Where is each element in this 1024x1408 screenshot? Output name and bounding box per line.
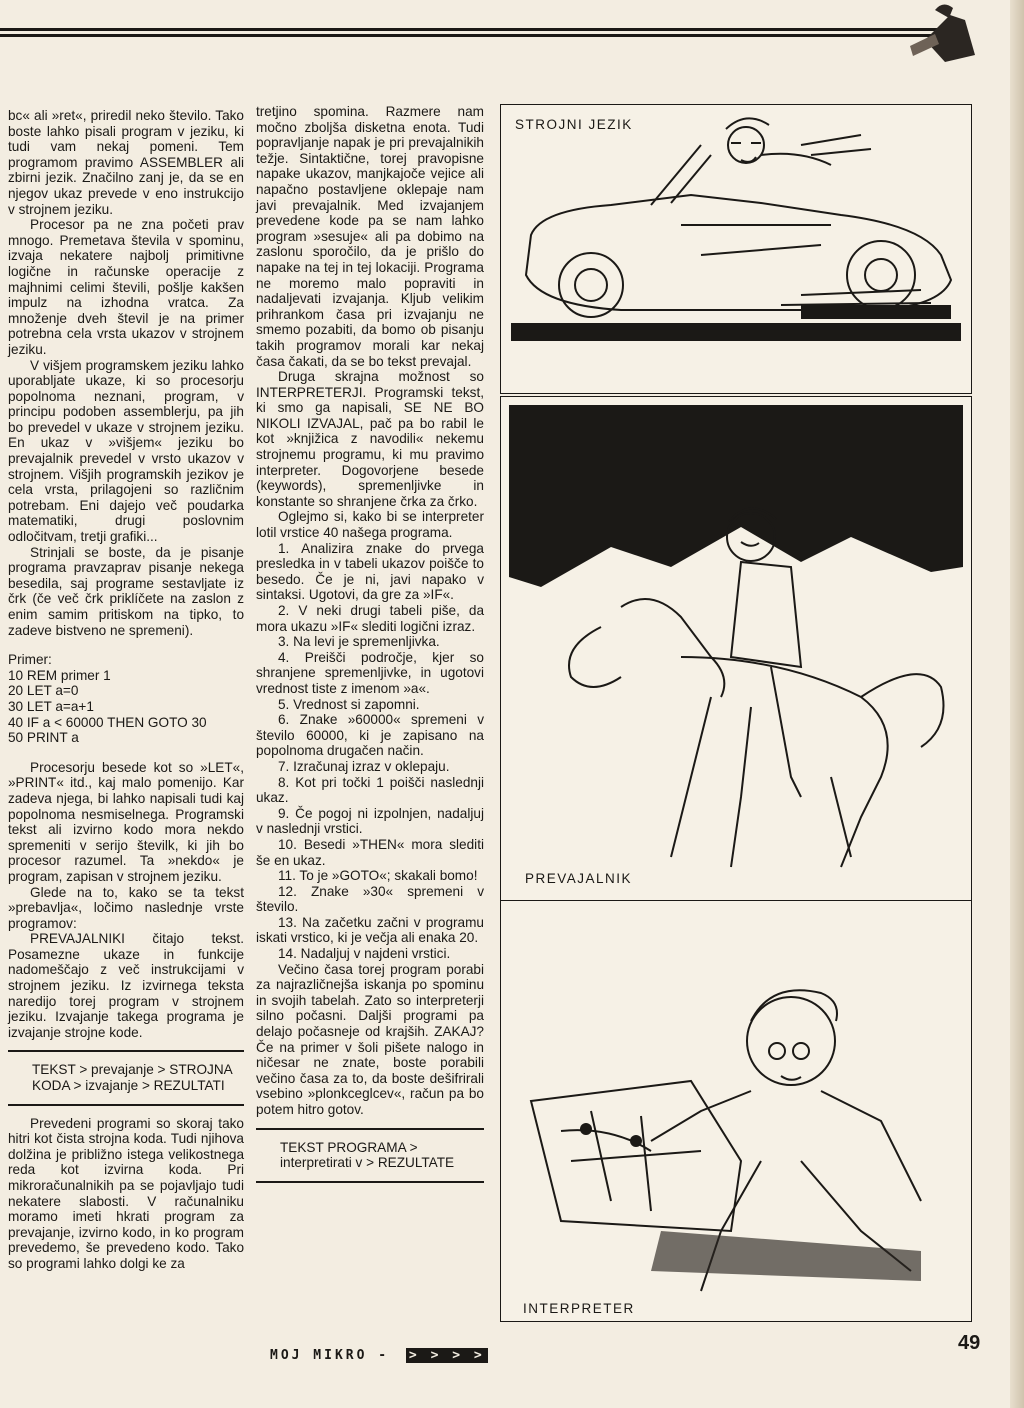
paragraph: Prevedeni programi so skoraj tako hitri kot čista strojna koda. Tudi njihova dolžina je približno istega velikostnega reda kot izvirna koda. Pri mikroračunalnikih pa se pojavljajo tudi nekatere slabosti. V računalniku moramo imeti hkrati program za prevajanje, izvirno kodo, in ko program prevedemo, še prevedeno kodo. Tako so programi lahko dolgi ke za — [8, 1115, 244, 1271]
step-item: 4. Preišči področje, kjer so shranjene spremenljivke, in ugotovi vrednost tiste z imenom »a«. — [256, 649, 484, 696]
paragraph: V višjem programskem jeziku lahko uporabljate ukaze, ki so procesorju popolnoma neznani, program, v principu podoben assemblerju, pa jih bo prevedel v ukaze v strojnem jeziku. En ukaz v »višjem« jeziku bo prevajalnik prevedel v vrsto ukazov v strojnem. Višjih programskih jezikov je cela vrsta, prilagojeni so različnim potrebam. Eni dajejo več poudarka matematiki, drugi poslovnim odločitvam, tretji grafiki... — [8, 357, 244, 545]
paragraph: Procesor pa ne zna početi prav mnogo. Premetava števila v spominu, izvaja nekatere najbolj primitivne logične in računske operacije z majhnimi celimi števili, pošlje kakšen impulz na izhodna vratca. Za množenje dveh števil je na primer potrebna cela vrsta ukazov v strojnem jeziku. — [8, 217, 244, 357]
step-item: 10. Besedi »THEN« mora slediti še en ukaz. — [256, 836, 484, 868]
paragraph: Glede na to, kako se ta tekst »prebavlja«, ločimo naslednje vrste programov: — [8, 884, 244, 931]
code-line: 20 LET a=0 — [8, 683, 79, 699]
paragraph: PREVAJALNIKI čitajo tekst. Posamezne ukaze in funkcije nadomeščajo z več instrukcijami v strojnem jeziku. Iz izvirnega teksta naredijo torej program v strojnem jeziku. Izvajanje takega programa je izvajanje strojne kode. — [8, 931, 244, 1040]
code-intro: Primer: — [8, 652, 52, 668]
illustration-panel-interpreter — [500, 900, 972, 1322]
process-summary-box: TEKST > prevajanje > STROJNA KODA > izvajanje > REZULTATI — [32, 1062, 232, 1094]
separator-line — [256, 1128, 484, 1130]
illustration-panel-machine-code — [500, 104, 972, 394]
code-line: 40 IF a < 60000 THEN GOTO 30 — [8, 714, 207, 730]
paragraph: Druga skrajna možnost so INTERPRETERJI. Programski tekst, ki smo ga napisali, SE NE BO NIKOLI IZVAJAL, pač pa bo rabil le kot »knjižica z navodili« nekemu strojnemu programu, ki mu pravimo interpreter. Dogovorjene besede (keywords), spremenljivke in konstante so shranjene črka za črko. — [256, 369, 484, 509]
step-item: 5. Vrednost si zapomni. — [278, 696, 420, 712]
illustration-panel-compiler — [500, 396, 972, 902]
page-edge — [1010, 0, 1024, 1408]
panel-label: PREVAJALNIK — [525, 871, 633, 886]
paragraph: Strinjali se boste, da je pisanje programa pravzaprav pisanje nekega besedila, saj programe sestavljate iz črk (če več črk priklíčete na zaslon z enim samim pritiskom na tipko, to zadeve bistveno ne spremeni). — [8, 544, 244, 638]
text-column-1 — [8, 108, 244, 1272]
code-line: 30 LET a=a+1 — [8, 698, 94, 714]
code-line: 50 PRINT a — [8, 730, 79, 746]
horse-rider-illustration — [501, 397, 971, 901]
step-item: 13. Na začetku začni v programu iskati vrstico, ki je večja ali enaka 20. — [256, 914, 484, 946]
header-rule — [0, 28, 960, 44]
step-item: 6. Znake »60000« spremeni v število 60000, ki je zapisano na popolnoma drugačen način. — [256, 712, 484, 759]
step-item: 2. V neki drugi tabeli piše, da mora ukazu »IF« slediti logični izraz. — [256, 603, 484, 634]
paragraph: Oglejmo si, kako bi se interpreter lotil vrstice 40 našega programa. — [256, 509, 484, 541]
code-line: 10 REM primer 1 — [8, 667, 111, 683]
paragraph: Procesorju besede kot so »LET«, »PRINT« itd., kaj malo pomenijo. Kar zadeva njega, bi lahko napisali tudi kaj popolnoma nesmiselnega. Programski tekst ali izvirno kodo mora nekdo spremeniti v serijo številk, ki jih bo procesor razumel. Ta »nekdo« je program, zapisan v strojnem jeziku. — [8, 759, 244, 884]
step-item: 14. Nadaljuj v najdeni vrstici. — [278, 946, 451, 962]
page-number: 49 — [958, 1332, 981, 1354]
process-summary-box: TEKST PROGRAMA > interpretirati v > REZULTATE — [280, 1139, 455, 1171]
corner-cartoon-icon — [905, 0, 980, 70]
paragraph: bc« ali »ret«, priredil neko število. Tako boste lahko pisali program v jeziku, ki tudi vam nekaj pomeni. Tem programom pravimo ASSEMBLER ali zbirni jezik. Značilno zanj je, da se en njegov ukaz prevede v eno instrukcijo v strojnem jeziku. — [8, 108, 244, 217]
footer-arrows: > > > > — [406, 1348, 488, 1363]
text-column-2 — [256, 104, 484, 1193]
step-item: 12. Znake »30« spremeni v število. — [256, 883, 484, 915]
separator-line — [256, 1181, 484, 1183]
panel-label: STROJNI JEZIK — [515, 117, 633, 132]
step-item: 3. Na levi je spremenljivka. — [278, 634, 440, 650]
step-item: 11. To je »GOTO«; skakali bomo! — [278, 868, 478, 884]
separator-line — [8, 1050, 244, 1052]
step-item: 1. Analizira znake do prvega presledka in v tabeli ukazov poišče to besedo. Če je ni, javi napako v sintaksi. Ugotovi, da gre za »IF«. — [256, 540, 484, 603]
step-item: 7. Izračunaj izraz v oklepaju. — [278, 758, 450, 774]
separator-line — [8, 1104, 244, 1106]
step-item: 9. Če pogoj ni izpolnjen, nadaljuj v naslednji vrstici. — [256, 805, 484, 837]
code-example — [8, 652, 244, 746]
race-car-illustration — [501, 105, 971, 393]
panel-label: INTERPRETER — [523, 1301, 635, 1316]
man-with-map-illustration — [501, 901, 971, 1321]
paragraph: tretjino spomina. Razmere nam močno zboljša disketna enota. Tudi popravljanje napak je pri prevajalnikih težje. Sintaktične, torej pravopisne napake ukazov, manjkajoče vejice ali napačno postavljene oklepaje nam javi prevajalnik. Med izvajanjem prevedene kode pa se nam lahko program »sesuje« ali pa dobimo na zaslonu sporočilo, da je prišlo do napake na tej in tej lokaciji. Programa ne moremo malo popraviti in nadaljevati izvajanja. Kljub velikim prihrankom časa pri izvajanju ne smemo pozabiti, da bomo ob pisanju takih programov morali kar nekaj časa čakati, da se bo tekst prevajal. — [256, 104, 484, 369]
magazine-name: MOJ MIKRO - > > > > — [270, 1348, 488, 1363]
paragraph: Večino časa torej program porabi za najrazličnejša iskanja po spominu in svojih tabelah. Zato so interpreterji silno počasni. Daljši programi pa delajo počasneje od krajših. ZAKAJ? Če na primer v šoli pišete nalogo in ničesar ne znate, boste porabili večino časa za to, da boste dešifrirali vsebino »plonkceglcev«, račun pa bo potem hitro gotov. — [256, 961, 484, 1117]
magazine-footer — [270, 1344, 496, 1368]
step-item: 8. Kot pri točki 1 poišči naslednji ukaz. — [256, 774, 484, 806]
